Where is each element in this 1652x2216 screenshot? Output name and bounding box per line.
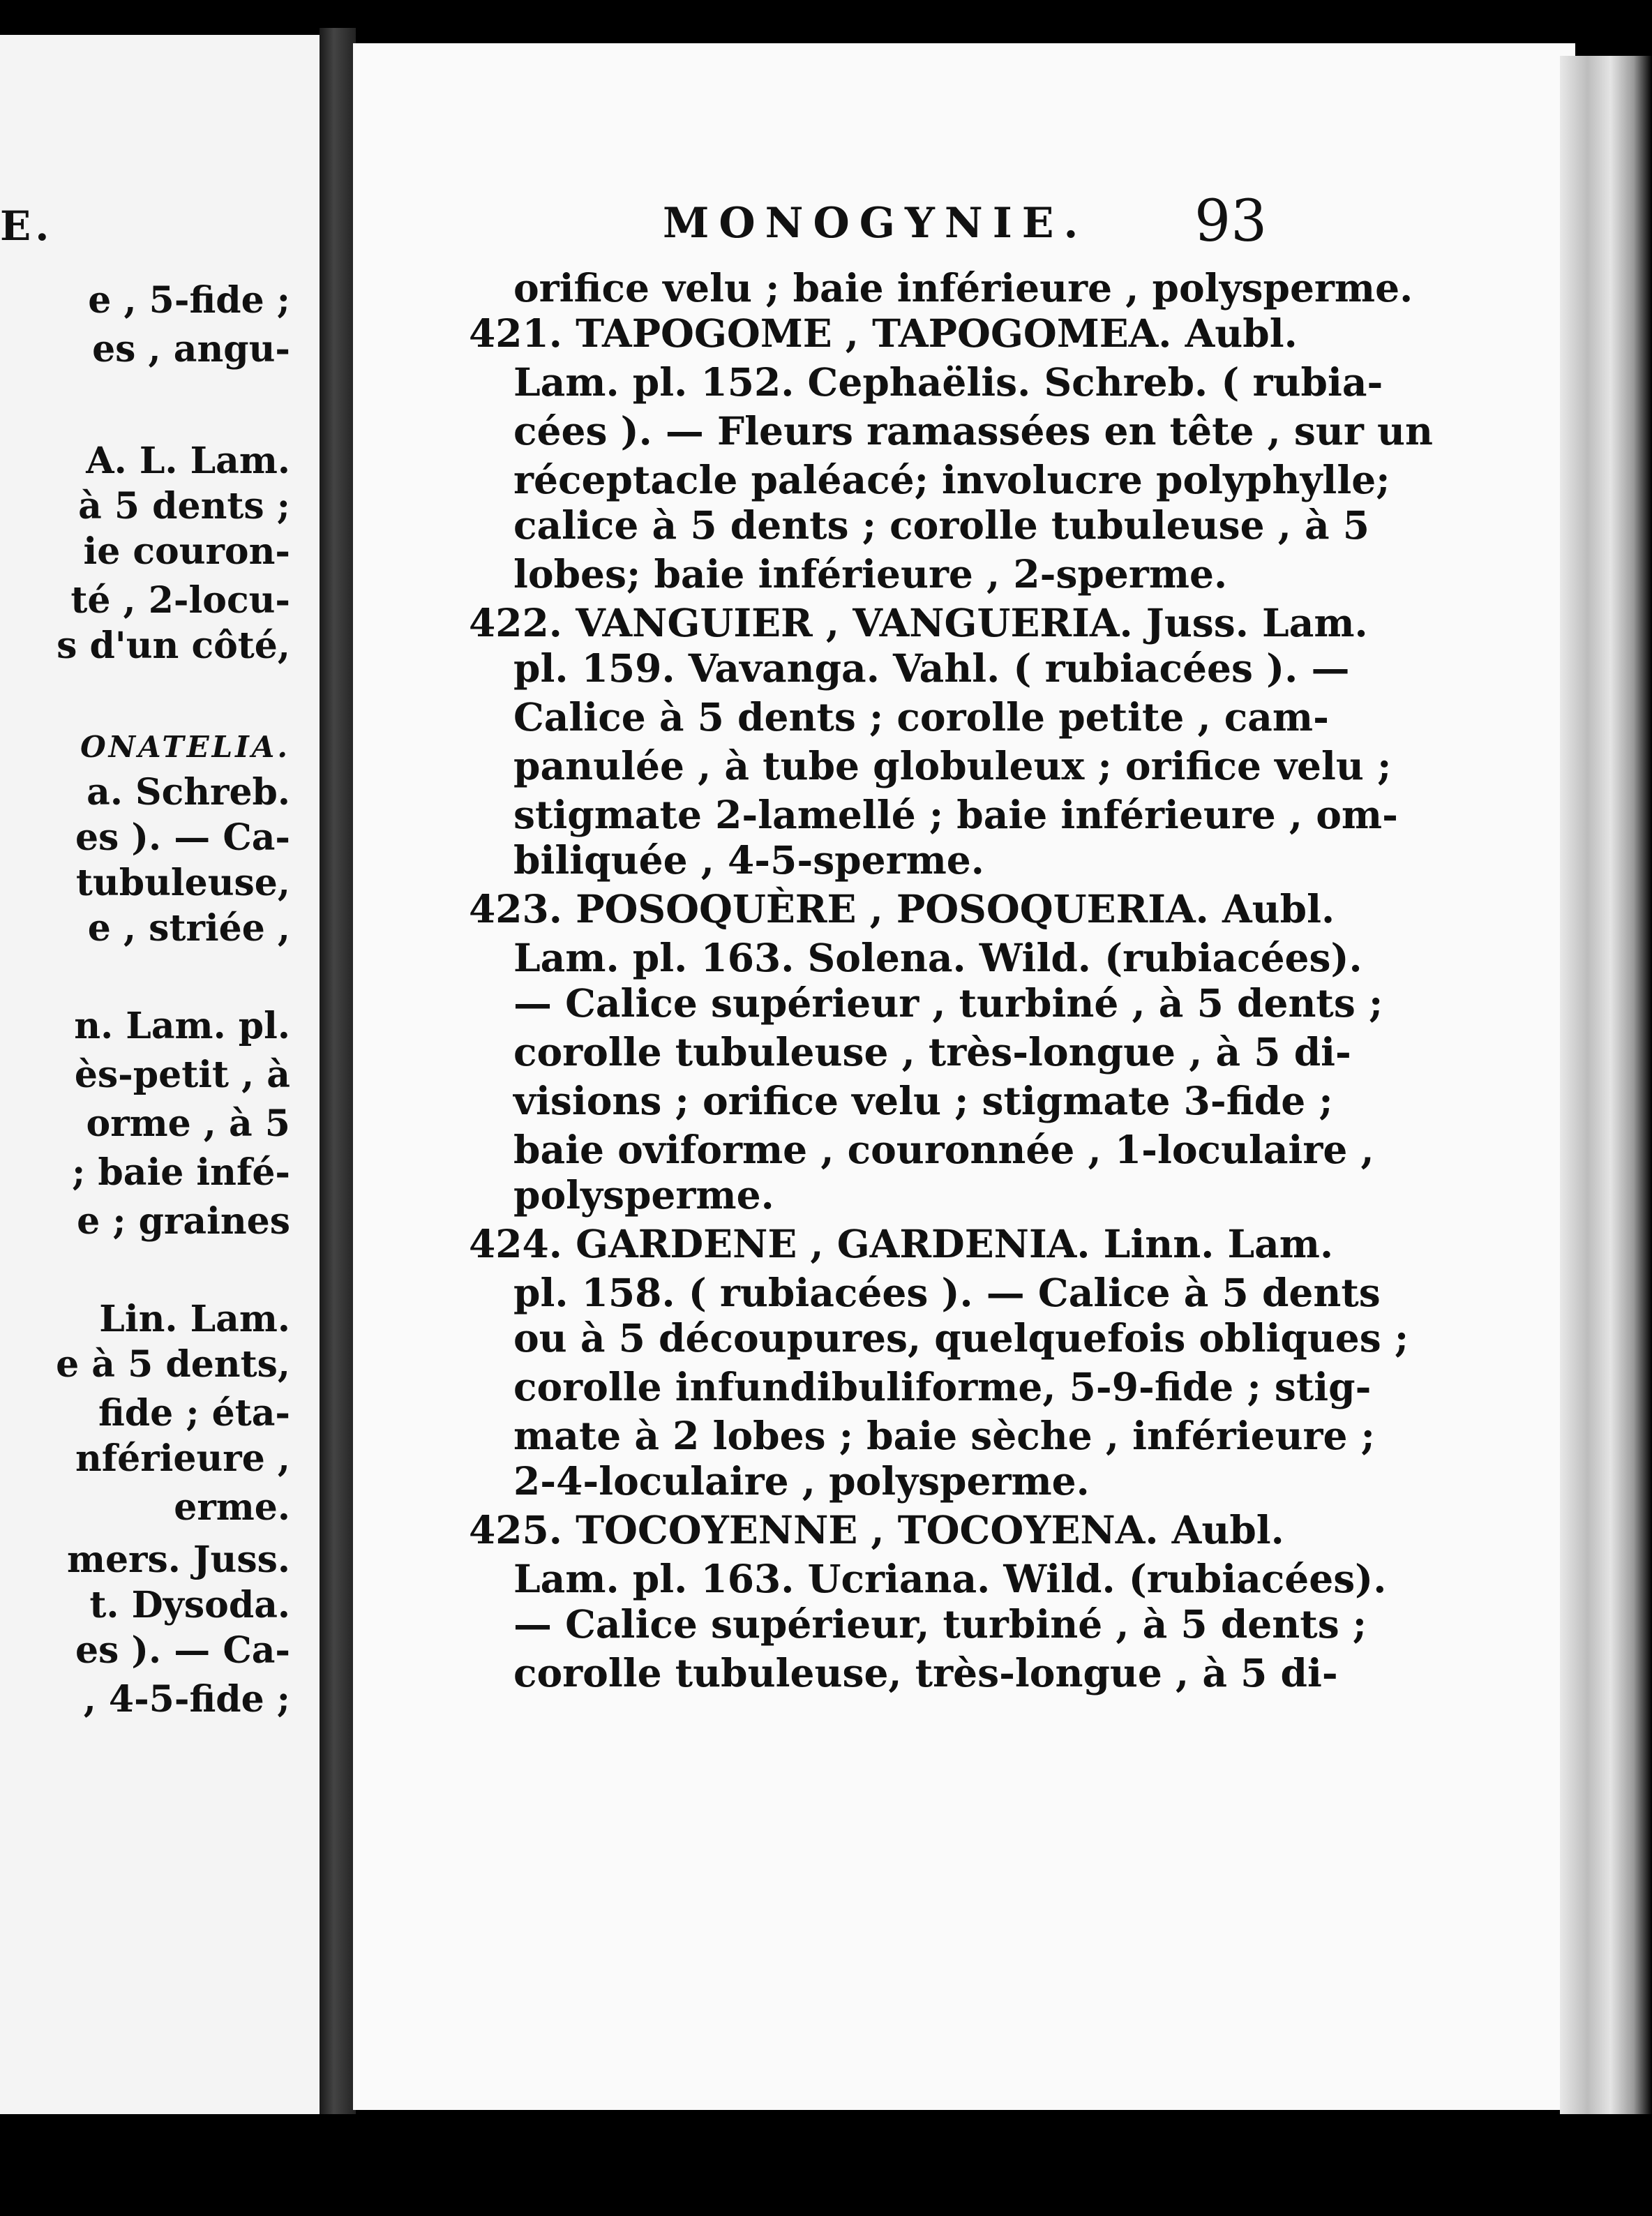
entry-heading-422: 422. VANGUIER , VANGUERIA. Juss. Lam.: [469, 600, 1368, 645]
page-number: 93: [1194, 188, 1268, 255]
left-line: orme , à 5: [86, 1102, 290, 1145]
text-line: — Calice supérieur, turbiné , à 5 dents ;: [513, 1601, 1367, 1647]
text-line: Calice à 5 dents ; corolle petite , cam-: [513, 694, 1329, 740]
text-line: ou à 5 découpures, quelquefois obliques ;: [513, 1315, 1409, 1361]
text-line: corolle infundibuliforme, 5-9-fide ; stig-: [513, 1364, 1372, 1409]
left-line: ès-petit , à: [74, 1054, 290, 1096]
text-line: cées ). — Fleurs ramassées en tête , sur un: [513, 408, 1433, 454]
left-line: fide ; éta-: [98, 1392, 290, 1435]
text-line: Lam. pl. 163. Solena. Wild. (rubiacées).: [513, 935, 1362, 980]
left-line: es , angu-: [92, 328, 290, 370]
left-line: e , striée ,: [87, 907, 290, 950]
text-line: orifice velu ; baie inférieure , polysperme.: [513, 265, 1413, 310]
text-line: pl. 159. Vavanga. Vahl. ( rubiacées ). —: [513, 645, 1350, 691]
left-line: ie couron-: [83, 530, 290, 573]
text-line: mate à 2 lobes ; baie sèche , inférieure ;: [513, 1413, 1375, 1458]
left-line: tubuleuse,: [75, 862, 290, 904]
left-line: es ). — Ca-: [75, 816, 290, 859]
entry-heading-424: 424. GARDENE , GARDENIA. Linn. Lam.: [469, 1221, 1334, 1266]
text-line: stigmate 2-lamellé ; baie inférieure , om-: [513, 792, 1398, 837]
left-line: e , 5-fide ;: [88, 279, 290, 322]
page-edge-shadow: [1560, 56, 1652, 2114]
book-gutter: [320, 28, 356, 2121]
text-line: corolle tubuleuse , très-longue , à 5 di-: [513, 1029, 1351, 1075]
text-line: lobes; baie inférieure , 2-sperme.: [513, 551, 1228, 597]
left-line: Lin. Lam.: [99, 1298, 290, 1340]
left-line: , 4-5-fide ;: [83, 1678, 290, 1721]
left-line: n. Lam. pl.: [74, 1005, 290, 1047]
left-line: a. Schreb.: [87, 771, 290, 814]
left-line: erme.: [174, 1486, 290, 1529]
left-line: t. Dysoda.: [89, 1584, 290, 1626]
left-page: [0, 35, 324, 2114]
text-line: panulée , à tube globuleux ; orifice velu ;: [513, 743, 1392, 788]
text-line: — Calice supérieur , turbiné , à 5 dents ;: [513, 980, 1383, 1026]
left-line: té , 2-locu-: [70, 579, 290, 622]
text-line: baie oviforme , couronnée , 1-loculaire ,: [513, 1127, 1374, 1172]
text-line: visions ; orifice velu ; stigmate 3-fide ;: [513, 1078, 1333, 1123]
left-line: mers. Juss.: [66, 1539, 290, 1581]
left-line: e à 5 dents,: [56, 1343, 290, 1386]
running-head: MONOGYNIE.: [663, 199, 1088, 248]
left-line: e ; graines: [77, 1200, 290, 1243]
left-page-header: E.: [0, 202, 54, 250]
text-line: biliquée , 4-5-sperme.: [513, 837, 984, 883]
entry-heading-425: 425. TOCOYENNE , TOCOYENA. Aubl.: [469, 1507, 1284, 1552]
left-line: A. L. Lam.: [86, 440, 290, 482]
left-line: nférieure ,: [75, 1437, 290, 1480]
text-line: polysperme.: [513, 1172, 774, 1218]
text-line: 2-4-loculaire , polysperme.: [513, 1458, 1090, 1504]
text-line: Lam. pl. 152. Cephaëlis. Schreb. ( rubia-: [513, 359, 1383, 405]
left-line: es ). — Ca-: [75, 1629, 290, 1672]
text-line: réceptacle paléacé; involucre polyphylle;: [513, 457, 1390, 502]
text-line: calice à 5 dents ; corolle tubuleuse , à 5: [513, 502, 1370, 548]
entry-heading-423: 423. POSOQUÈRE , POSOQUERIA. Aubl.: [469, 886, 1335, 931]
left-line: ; baie infé-: [72, 1151, 290, 1194]
scan-border: [0, 2114, 1652, 2216]
left-line: s d'un côté,: [57, 624, 290, 667]
text-line: Lam. pl. 163. Ucriana. Wild. (rubiacées).: [513, 1556, 1387, 1601]
left-line: à 5 dents ;: [78, 485, 290, 527]
entry-heading-421: 421. TAPOGOME , TAPOGOMEA. Aubl.: [469, 310, 1298, 356]
left-line: ONATELIA.: [80, 730, 290, 764]
text-line: pl. 158. ( rubiacées ). — Calice à 5 dents: [513, 1270, 1381, 1315]
text-line: corolle tubuleuse, très-longue , à 5 di-: [513, 1650, 1338, 1695]
